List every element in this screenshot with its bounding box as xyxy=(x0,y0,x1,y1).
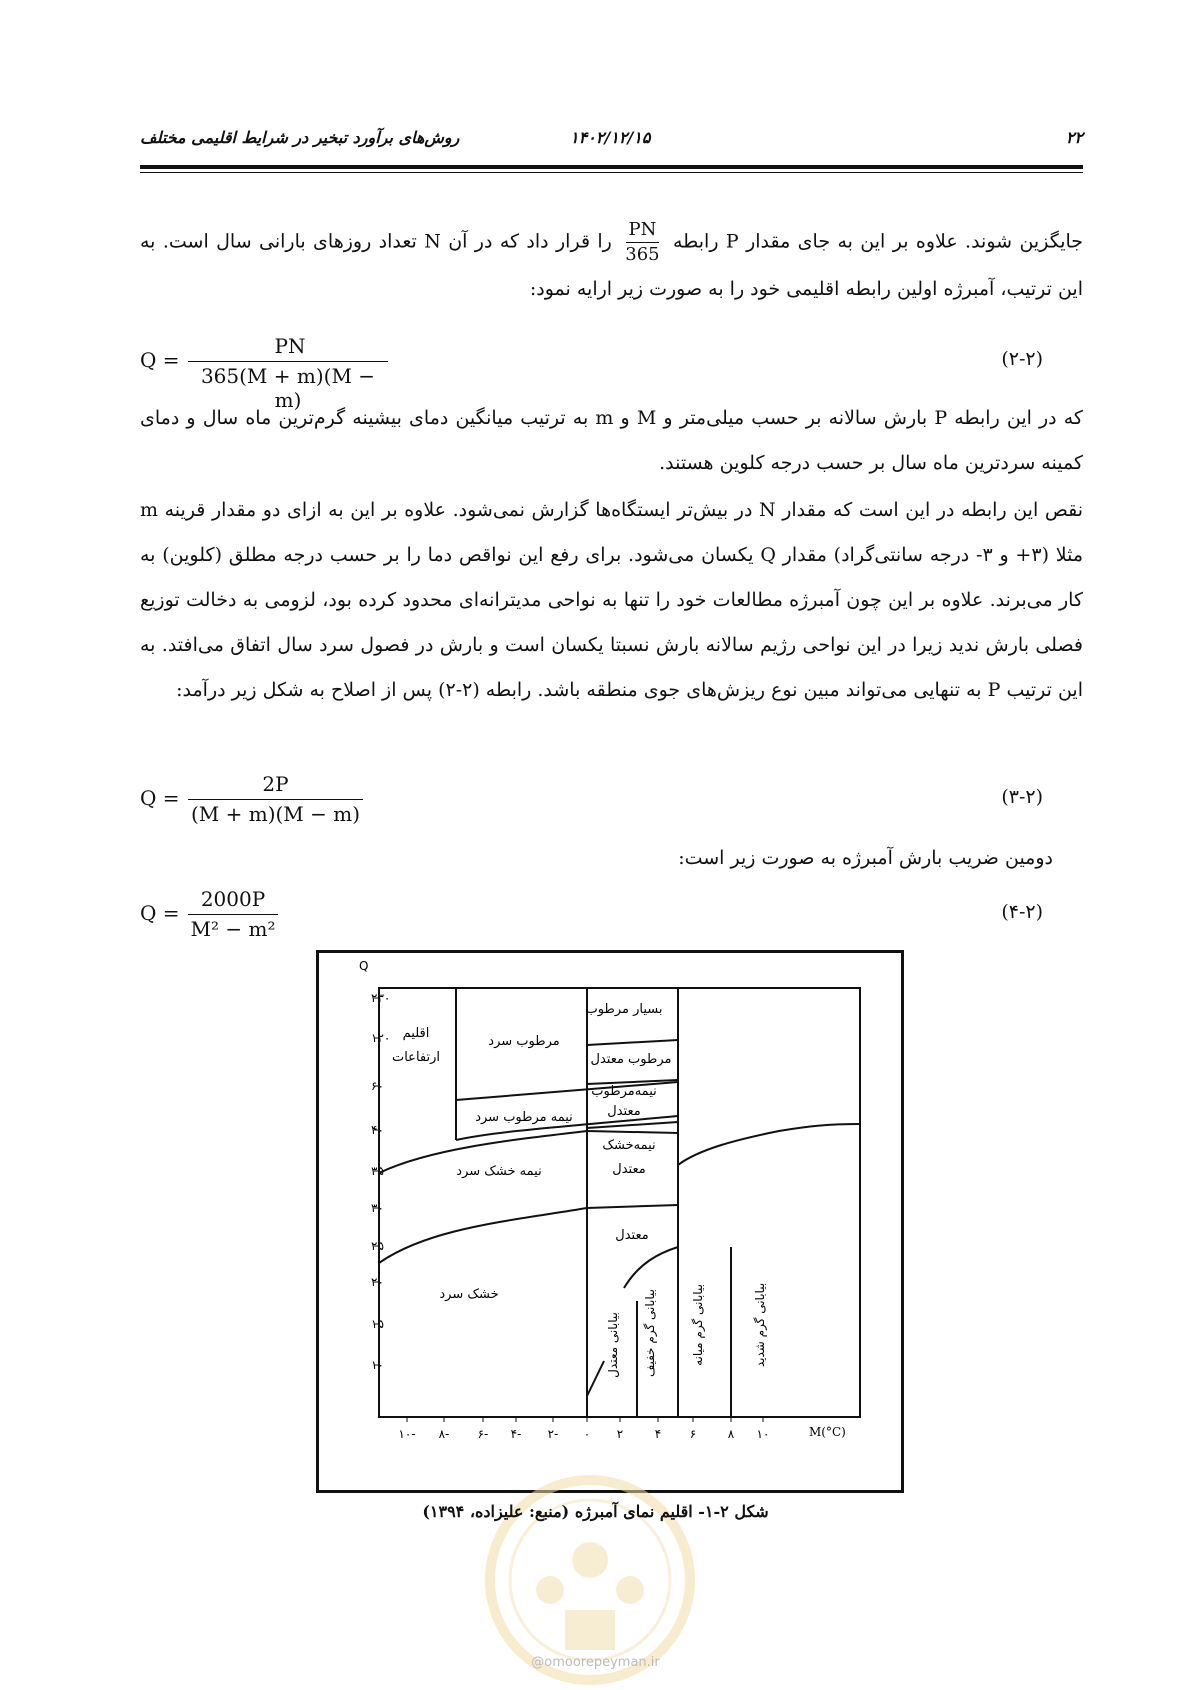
equation-lhs: Q = xyxy=(140,901,180,925)
zone-label: مرطوب سرد xyxy=(488,1034,560,1049)
zone-label: نیمه مرطوب سرد xyxy=(475,1110,573,1125)
equation-lhs: Q = xyxy=(140,348,180,372)
y-tick: ۱۲۰ xyxy=(371,1031,391,1045)
y-tick: ۲۳۰ xyxy=(371,991,391,1005)
x-tick: ۴ xyxy=(654,1427,662,1441)
y-tick: ۳۰ xyxy=(371,1201,384,1215)
x-tick: ۰ xyxy=(583,1427,591,1441)
equation-denominator: (M + m)(M − m) xyxy=(190,802,361,826)
zone-label: خشک سرد xyxy=(439,1287,499,1302)
fraction-bar xyxy=(188,799,363,800)
x-tick: -۱۰ xyxy=(398,1427,416,1441)
site-watermark: @omoorepeyman.ir xyxy=(531,1655,660,1670)
y-tick: ۳۵ xyxy=(371,1164,384,1178)
x-tick: -۴ xyxy=(510,1427,522,1441)
zone-label: معتدل xyxy=(615,1228,649,1243)
para1-text-before: جایگزین شوند. علاوه بر این به جای مقدار P رابطه xyxy=(673,230,1084,253)
zone-label: ارتفاعات xyxy=(391,1050,441,1065)
equation-numerator: PN xyxy=(274,334,306,358)
zone-label: مرطوب معتدل xyxy=(590,1052,672,1067)
curve-veryhumid-humid xyxy=(587,1040,678,1045)
x-tick: ۸ xyxy=(727,1427,735,1441)
x-tick: ۲ xyxy=(616,1427,624,1441)
zone-label: معتدل xyxy=(612,1162,646,1177)
y-tick: ۱۵ xyxy=(371,1317,384,1331)
equation-denominator: 365(M + m)(M − m) xyxy=(200,364,376,412)
header-rule-thin xyxy=(140,172,1083,173)
paragraph-2: که در این رابطه P بارش سالانه بر حسب میلی‌متر و M و m به ترتیب میانگین دمای بیشینه گرم‌ترین ماه سال و دمای کمینه سردترین ماه سال بر حسب درجه کلوین هستند. xyxy=(140,407,1083,474)
equation-2-2 xyxy=(140,334,1083,412)
header-date: ۱۴۰۲/۱۲/۱۵ xyxy=(570,128,651,147)
fraction-bar xyxy=(188,361,388,362)
emberger-climagram-figure xyxy=(316,950,904,1493)
x-tick: -۲ xyxy=(547,1427,559,1441)
x-tick: -۶ xyxy=(477,1427,489,1441)
inline-fraction xyxy=(625,218,659,267)
zone-label: بسیار مرطوب xyxy=(585,1002,663,1017)
zone-label: نیمه‌مرطوب xyxy=(591,1084,657,1099)
y-tick: ۴۰ xyxy=(371,1123,384,1137)
zone-label: نیمه خشک سرد xyxy=(456,1164,542,1179)
equation-numerator: 2000P xyxy=(200,887,266,911)
x-tick: ۶ xyxy=(689,1427,697,1441)
page-number: ۲۲ xyxy=(1065,128,1083,147)
x-tick: ۱۰ xyxy=(756,1427,770,1441)
zone-label-vertical: بیابانی گرم میانه xyxy=(691,1284,705,1366)
y-tick: ۶۰ xyxy=(371,1079,384,1093)
y-tick: ۲۰ xyxy=(371,1275,384,1289)
paragraph-3: نقص این رابطه در این است که مقدار N در بیش‌تر ایستگاه‌ها گزارش نمی‌شود. علاوه بر این به ازای دو مقدار قرینه m مثلا (۳+ و ۳- درجه سانتی‌گراد) مقدار Q یکسان می‌شود. برای رفع این نواقص دما را بر حسب درجه مطلق (کلوین) به کار می‌برند. علاوه بر این چون آمبرژه مطالعات خود را تنها به نواحی مدیترانه‌ای محدود کرده بود، لزومی به دخالت توزیع فصلی بارش ندید زیرا در این نواحی رژیم سالانه بارش نسبتا یکسان است و بارش در فصول سرد سال اتفاق می‌افتد. به این ترتیب P به تنهایی می‌تواند مبین نوع ریزش‌های جوی منطقه باشد. رابطه (۲-۲) پس از اصلاح به شکل زیر درآمد: xyxy=(140,499,1083,701)
zone-label-vertical: بیابانی گرم خفیف xyxy=(643,1289,657,1377)
equation-3-2 xyxy=(140,772,1083,838)
fraction-bar xyxy=(188,914,278,915)
zone-label: معتدل xyxy=(607,1104,641,1119)
equation-lhs: Q = xyxy=(140,786,180,810)
book-title: روش‌های برآورد تبخیر در شرایط اقلیمی مختلف xyxy=(140,128,460,147)
running-header xyxy=(140,128,1083,168)
figure-caption: شکل ۲-۱- اقلیم نمای آمبرژه (منبع: علیزاده، ۱۳۹۴) xyxy=(422,1502,769,1521)
zone-label-vertical: بیابانی گرم شدید xyxy=(753,1282,767,1368)
equation-4-2 xyxy=(140,887,1083,953)
y-tick: ۱۰ xyxy=(371,1358,384,1372)
zone-label: اقلیم xyxy=(402,1026,430,1041)
curve-desert-upper xyxy=(678,1124,860,1165)
equation-number: (۳-۲) xyxy=(1001,786,1043,808)
paragraph-4: دومین ضریب بارش آمبرژه به صورت زیر است: xyxy=(678,847,1053,869)
fraction-denominator: 365 xyxy=(625,244,660,265)
equation-number: (۲-۲) xyxy=(1001,348,1043,370)
x-axis-label: M(°C) xyxy=(809,1425,846,1439)
paragraph-1 xyxy=(140,218,1083,312)
fraction-numerator: PN xyxy=(626,218,660,243)
curve-desert-lower xyxy=(587,1361,604,1396)
zone-label-vertical: بیابانی معتدل xyxy=(606,1312,620,1378)
header-rule-thick xyxy=(140,165,1083,169)
climagram-svg xyxy=(319,953,901,1490)
para1-text-after: را قرار داد که در آن N تعداد روزهای بارانی سال است. به این ترتیب، آمبرژه اولین رابطه اقلیمی خود را به صورت زیر ارایه نمود: xyxy=(140,230,1083,300)
x-tick: -۸ xyxy=(438,1427,450,1441)
equation-denominator: M² − m² xyxy=(190,917,276,941)
equation-number: (۴-۲) xyxy=(1001,901,1043,923)
y-tick: ۲۵ xyxy=(371,1239,384,1253)
y-axis-label: Q xyxy=(359,959,369,973)
equation-numerator: 2P xyxy=(262,772,289,796)
zone-label: نیمه‌خشک xyxy=(602,1138,656,1153)
